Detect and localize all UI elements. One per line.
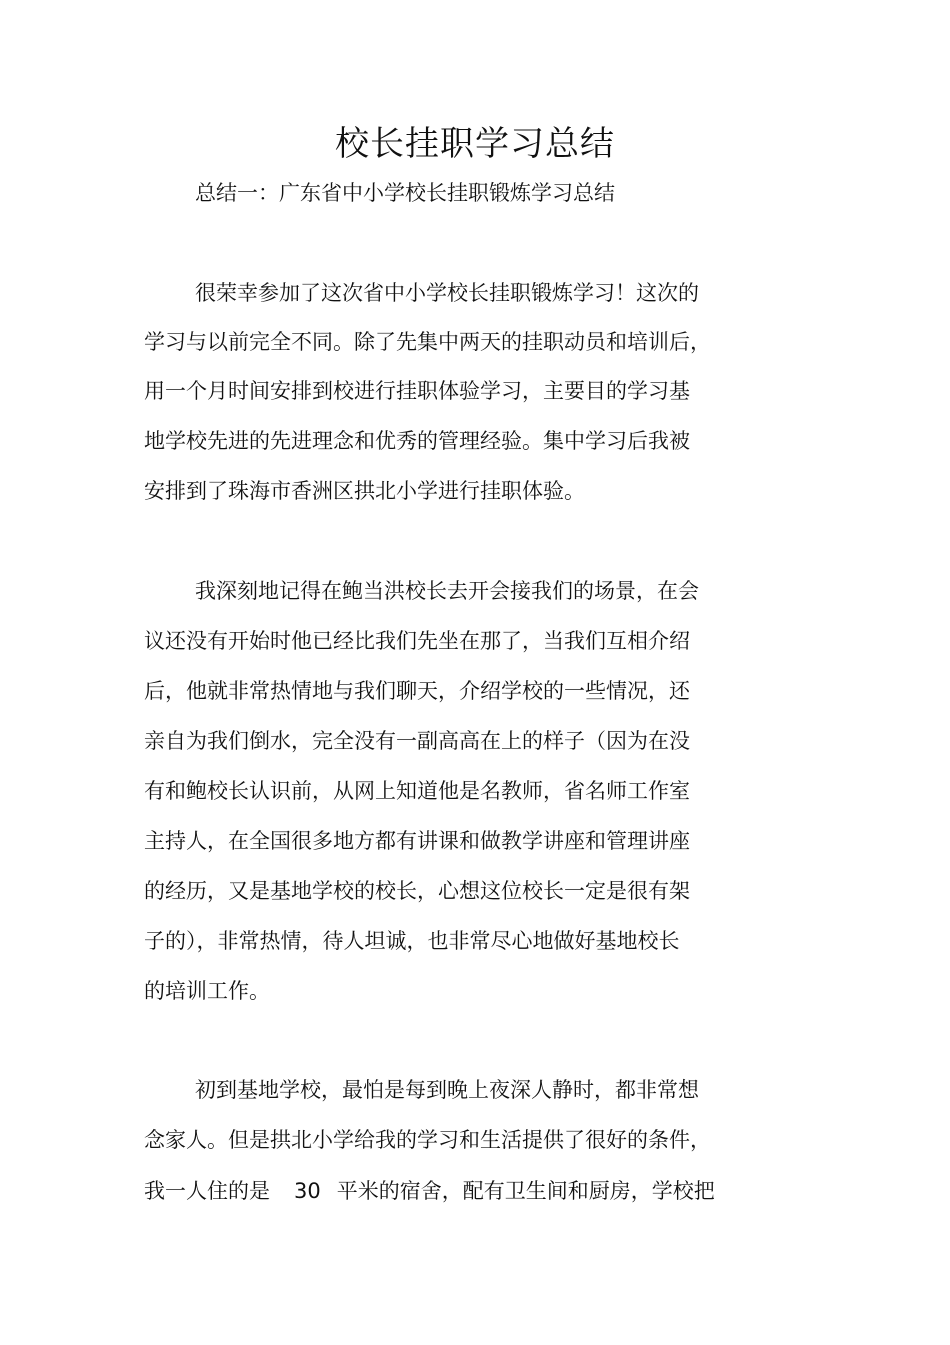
- paragraph-3-line-3-before: 我一人住的是: [144, 1179, 270, 1203]
- paragraph-2-line-8: 子的），非常热情，待人坦诚，也非常尽心地做好基地校长: [144, 929, 680, 953]
- paragraph-3-line-1: 初到基地学校，最怕是每到晚上夜深人静时，都非常想: [195, 1078, 699, 1102]
- paragraph-1-line-4: 地学校先进的先进理念和优秀的管理经验。集中学习后我被: [144, 429, 690, 453]
- paragraph-2-line-4: 亲自为我们倒水，完全没有一副高高在上的样子（因为在没: [144, 729, 690, 753]
- paragraph-2-line-1: 我深刻地记得在鲍当洪校长去开会接我们的场景，在会: [195, 579, 699, 603]
- paragraph-1-line-2: 学习与以前完全不同。除了先集中两天的挂职动员和培训后，: [144, 330, 711, 354]
- paragraph-1-line-1: 很荣幸参加了这次省中小学校长挂职锻炼学习！这次的: [195, 281, 699, 305]
- document-subtitle: 总结一：广东省中小学校长挂职锻炼学习总结: [195, 181, 615, 205]
- paragraph-2-line-7: 的经历，又是基地学校的校长，心想这位校长一定是很有架: [144, 879, 690, 903]
- paragraph-2-line-6: 主持人，在全国很多地方都有讲课和做教学讲座和管理讲座: [144, 829, 690, 853]
- paragraph-1-line-5: 安排到了珠海市香洲区拱北小学进行挂职体验。: [144, 479, 585, 503]
- paragraph-2-line-3: 后，他就非常热情地与我们聊天，介绍学校的一些情况，还: [144, 679, 690, 703]
- paragraph-1-line-3: 用一个月时间安排到校进行挂职体验学习，主要目的学习基: [144, 379, 690, 403]
- paragraph-3-line-3-after: 平米的宿舍，配有卫生间和厨房，学校把: [336, 1179, 715, 1203]
- paragraph-2-line-9: 的培训工作。: [144, 979, 270, 1003]
- paragraph-3-line-3: [144, 1174, 715, 1208]
- area-number: 30: [294, 1179, 321, 1203]
- paragraph-2-line-5: 有和鲍校长认识前，从网上知道他是名教师，省名师工作室: [144, 779, 690, 803]
- document-title: 校长挂职学习总结: [335, 124, 615, 164]
- paragraph-2-line-2: 议还没有开始时他已经比我们先坐在那了，当我们互相介绍: [144, 629, 690, 653]
- paragraph-3-line-2: 念家人。但是拱北小学给我的学习和生活提供了很好的条件，: [144, 1128, 711, 1152]
